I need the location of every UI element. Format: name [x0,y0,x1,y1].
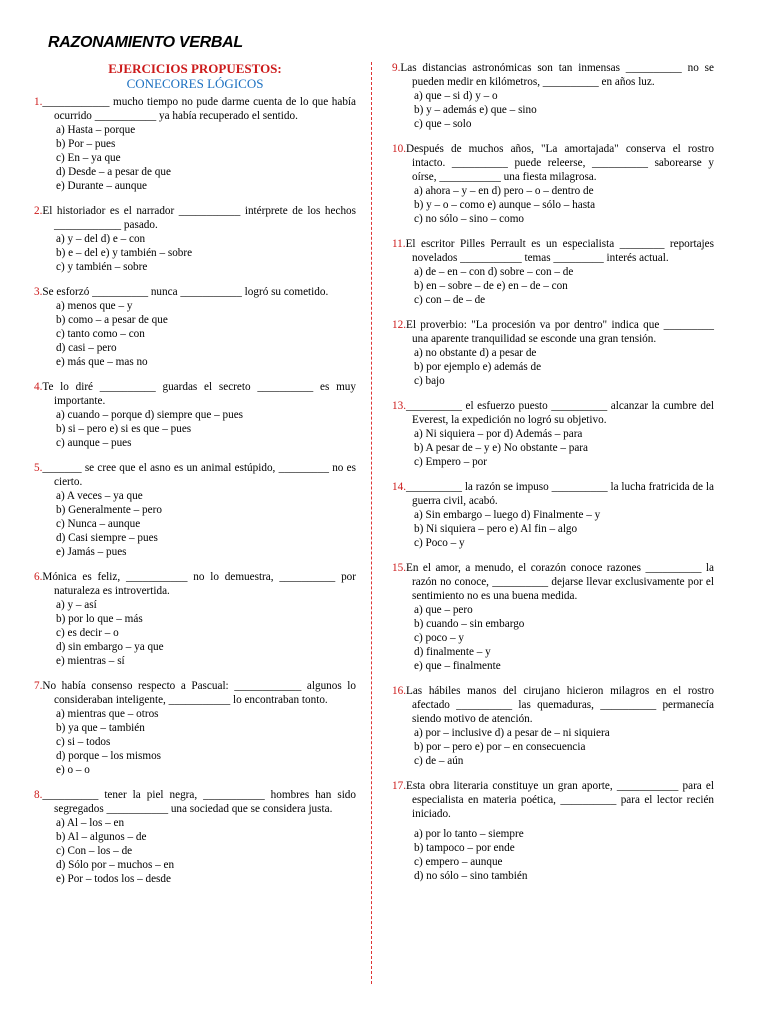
answer-option: b) si – pero e) si es que – pues [56,423,192,435]
question-text: En el amor, a menudo, el corazón conoce razones __________ la razón no conoce, __________ dejarse llevar exclusivamente por el sentimiento no es una buena medida. [405,562,714,602]
answer-option: a) Al – los – en [56,817,125,829]
question-number: 10. [392,143,406,155]
right-column [392,61,714,894]
question-text: El historiador es el narrador ___________ intérprete de los hechos ____________ pasado. [42,205,356,231]
question-number: 17. [392,780,406,792]
answer-option: a) de – en – con d) sobre – con – de [414,266,574,278]
answer-option: c) Poco – y [414,537,465,549]
question-6 [34,570,356,668]
answer-option: a) y – así [56,599,97,611]
answer-option: c) poco – y [414,632,465,644]
answer-option: c) es decir – o [56,627,119,639]
question-number: 6. [34,571,43,583]
answer-option: a) A veces – ya que [56,490,143,502]
answer-option: d) Casi siempre – pues [56,532,158,544]
answer-option: b) y – o – como e) aunque – sólo – hasta [414,199,596,211]
answer-option: b) por – pero e) por – en consecuencia [414,741,586,753]
question-number: 9. [392,62,401,74]
answer-option: d) sin embargo – ya que [56,641,164,653]
question-text: ____________ mucho tiempo no pude darme cuenta de lo que había ocurrido ___________ ya había recuperado el sentido. [42,96,356,122]
question-2 [34,204,356,274]
answer-option: c) Empero – por [414,456,488,468]
question-stem [392,561,714,603]
answer-option: c) y también – sobre [56,261,148,273]
answer-option: a) por lo tanto – siempre [414,828,524,840]
answer-option: a) no obstante d) a pesar de [414,347,537,359]
question-stem [392,61,714,89]
answer-option: b) ya que – también [56,722,145,734]
answer-option: b) Al – algunos – de [56,831,147,843]
question-text: Esta obra literaria constituye un gran aporte, ___________ para el especialista en materia poética, __________ para el lector recién iniciado. [405,780,714,820]
question-stem [34,570,356,598]
answer-option: b) Generalmente – pero [56,504,162,516]
answer-option: c) de – aún [414,755,464,767]
section-subtitle: CONECORES LÓGICOS [126,76,264,91]
question-text: Se esforzó __________ nunca ___________ logró su cometido. [42,286,329,298]
answer-option: c) Con – los – de [56,845,133,857]
question-number: 2. [34,205,43,217]
question-stem [34,461,356,489]
question-stem [392,318,714,346]
question-9 [392,61,714,131]
question-number: 5. [34,462,43,474]
answer-option: b) Ni siquiera – pero e) Al fin – algo [414,523,578,535]
answer-option: c) si – todos [56,736,111,748]
answer-option: e) Jamás – pues [56,546,127,558]
question-10 [392,142,714,226]
question-text: Te lo diré __________ guardas el secreto __________ es muy importante. [42,381,356,407]
answer-option: b) y – además e) que – sino [414,104,537,116]
question-text: Las hábiles manos del cirujano hicieron milagros en el rostro afectado __________ las quemaduras, __________ permanecía siendo motivo de atención. [405,685,714,725]
question-stem [392,480,714,508]
question-number: 13. [392,400,406,412]
question-text: __________ la razón se impuso __________ la lucha fratricida de la guerra civil, acabó. [405,481,714,507]
answer-option: c) Nunca – aunque [56,518,141,530]
question-4 [34,380,356,450]
question-stem [34,285,356,299]
answer-option: a) mientras que – otros [56,708,159,720]
question-14 [392,480,714,550]
answer-option: d) finalmente – y [414,646,491,658]
answer-option: b) Por – pues [56,138,116,150]
question-stem [34,788,356,816]
question-stem [34,204,356,232]
answer-option: e) más que – mas no [56,356,148,368]
question-text: __________ el esfuerzo puesto __________ alcanzar la cumbre del Everest, la expedición no logró su objetivo. [405,400,714,426]
answer-option: e) Por – todos los – desde [56,873,171,885]
question-5 [34,461,356,559]
left-questions [34,95,356,886]
question-number: 11. [392,238,406,250]
question-7 [34,679,356,777]
left-column [34,61,356,897]
answer-option: c) que – solo [414,118,472,130]
answer-option: a) Sin embargo – luego d) Finalmente – y [414,509,601,521]
question-text: _______ se cree que el asno es un animal estúpido, _________ no es cierto. [42,462,356,488]
question-stem [392,142,714,184]
question-number: 8. [34,789,43,801]
question-number: 1. [34,96,43,108]
answer-option: b) tampoco – por ende [414,842,515,854]
answer-option: a) menos que – y [56,300,133,312]
right-questions [392,61,714,883]
answer-option: a) y – del d) e – con [56,233,146,245]
answer-option: a) que – si d) y – o [414,90,498,102]
answer-option: c) En – ya que [56,152,121,164]
answer-option: d) porque – los mismos [56,750,162,762]
question-number: 12. [392,319,406,331]
question-number: 7. [34,680,43,692]
answer-option: b) en – sobre – de e) en – de – con [414,280,568,292]
answer-option: b) e – del e) y también – sobre [56,247,193,259]
section-title: EJERCICIOS PROPUESTOS: [108,61,282,76]
answer-option: b) A pesar de – y e) No obstante – para [414,442,588,454]
answer-option: a) que – pero [414,604,473,616]
question-15 [392,561,714,673]
question-1 [34,95,356,193]
answer-option: c) empero – aunque [414,856,503,868]
question-text: El escritor Pilles Perrault es un especialista ________ reportajes novelados ___________ temas _________ interés actual. [405,238,714,264]
question-number: 3. [34,286,43,298]
answer-option: c) con – de – de [414,294,486,306]
answer-option: b) por ejemplo e) además de [414,361,542,373]
answer-option: c) bajo [414,375,445,387]
question-text: El proverbio: "La procesión va por dentro" indica que _________ una aparente tranquilidad se esconde una gran tensión. [405,319,714,345]
question-stem [392,779,714,821]
column-divider [371,62,372,984]
answer-option: e) Durante – aunque [56,180,148,192]
question-number: 15. [392,562,406,574]
question-text: __________ tener la piel negra, ___________ hombres han sido segregados ___________ una sociedad que se considera justa. [42,789,356,815]
answer-option: a) Ni siquiera – por d) Además – para [414,428,583,440]
page-header: RAZONAMIENTO VERBAL [48,34,243,51]
answer-option: b) como – a pesar de que [56,314,168,326]
question-13 [392,399,714,469]
question-text: Mónica es feliz, ___________ no lo demuestra, __________ por naturaleza es introvertida. [42,571,356,597]
question-stem [392,399,714,427]
answer-option: a) ahora – y – en d) pero – o – dentro de [414,185,594,197]
answer-option: a) cuando – porque d) siempre que – pues [56,409,244,421]
question-stem [34,95,356,123]
answer-option: c) aunque – pues [56,437,132,449]
answer-option: e) o – o [56,764,90,776]
question-17 [392,779,714,883]
answer-option: a) Hasta – porque [56,124,136,136]
question-11 [392,237,714,307]
answer-option: d) Desde – a pesar de que [56,166,171,178]
question-text: Después de muchos años, "La amortajada" conserva el rostro intacto. __________ puede releerse, __________ saborearse y oírse, ___________ una fiesta milagrosa. [405,143,714,183]
question-16 [392,684,714,768]
answer-option: c) tanto como – con [56,328,145,340]
question-number: 4. [34,381,43,393]
answer-option: a) por – inclusive d) a pesar de – ni siquiera [414,727,610,739]
answer-option: d) casi – pero [56,342,117,354]
question-stem [392,684,714,726]
question-3 [34,285,356,369]
question-stem [34,679,356,707]
question-12 [392,318,714,388]
question-stem [34,380,356,408]
answer-option: e) que – finalmente [414,660,501,672]
answer-option: b) cuando – sin embargo [414,618,525,630]
question-text: No había consenso respecto a Pascual: ____________ algunos lo consideraban inteligente, ___________ lo encontraban tonto. [42,680,356,706]
question-number: 14. [392,481,406,493]
answer-option: d) Sólo por – muchos – en [56,859,175,871]
answer-option: d) no sólo – sino también [414,870,528,882]
answer-option: c) no sólo – sino – como [414,213,525,225]
answer-option: b) por lo que – más [56,613,143,625]
question-stem [392,237,714,265]
question-text: Las distancias astronómicas son tan inmensas __________ no se pueden medir en kilómetros, __________ en años luz. [400,62,714,88]
answer-option: e) mientras – sí [56,655,125,667]
question-number: 16. [392,685,406,697]
question-8 [34,788,356,886]
